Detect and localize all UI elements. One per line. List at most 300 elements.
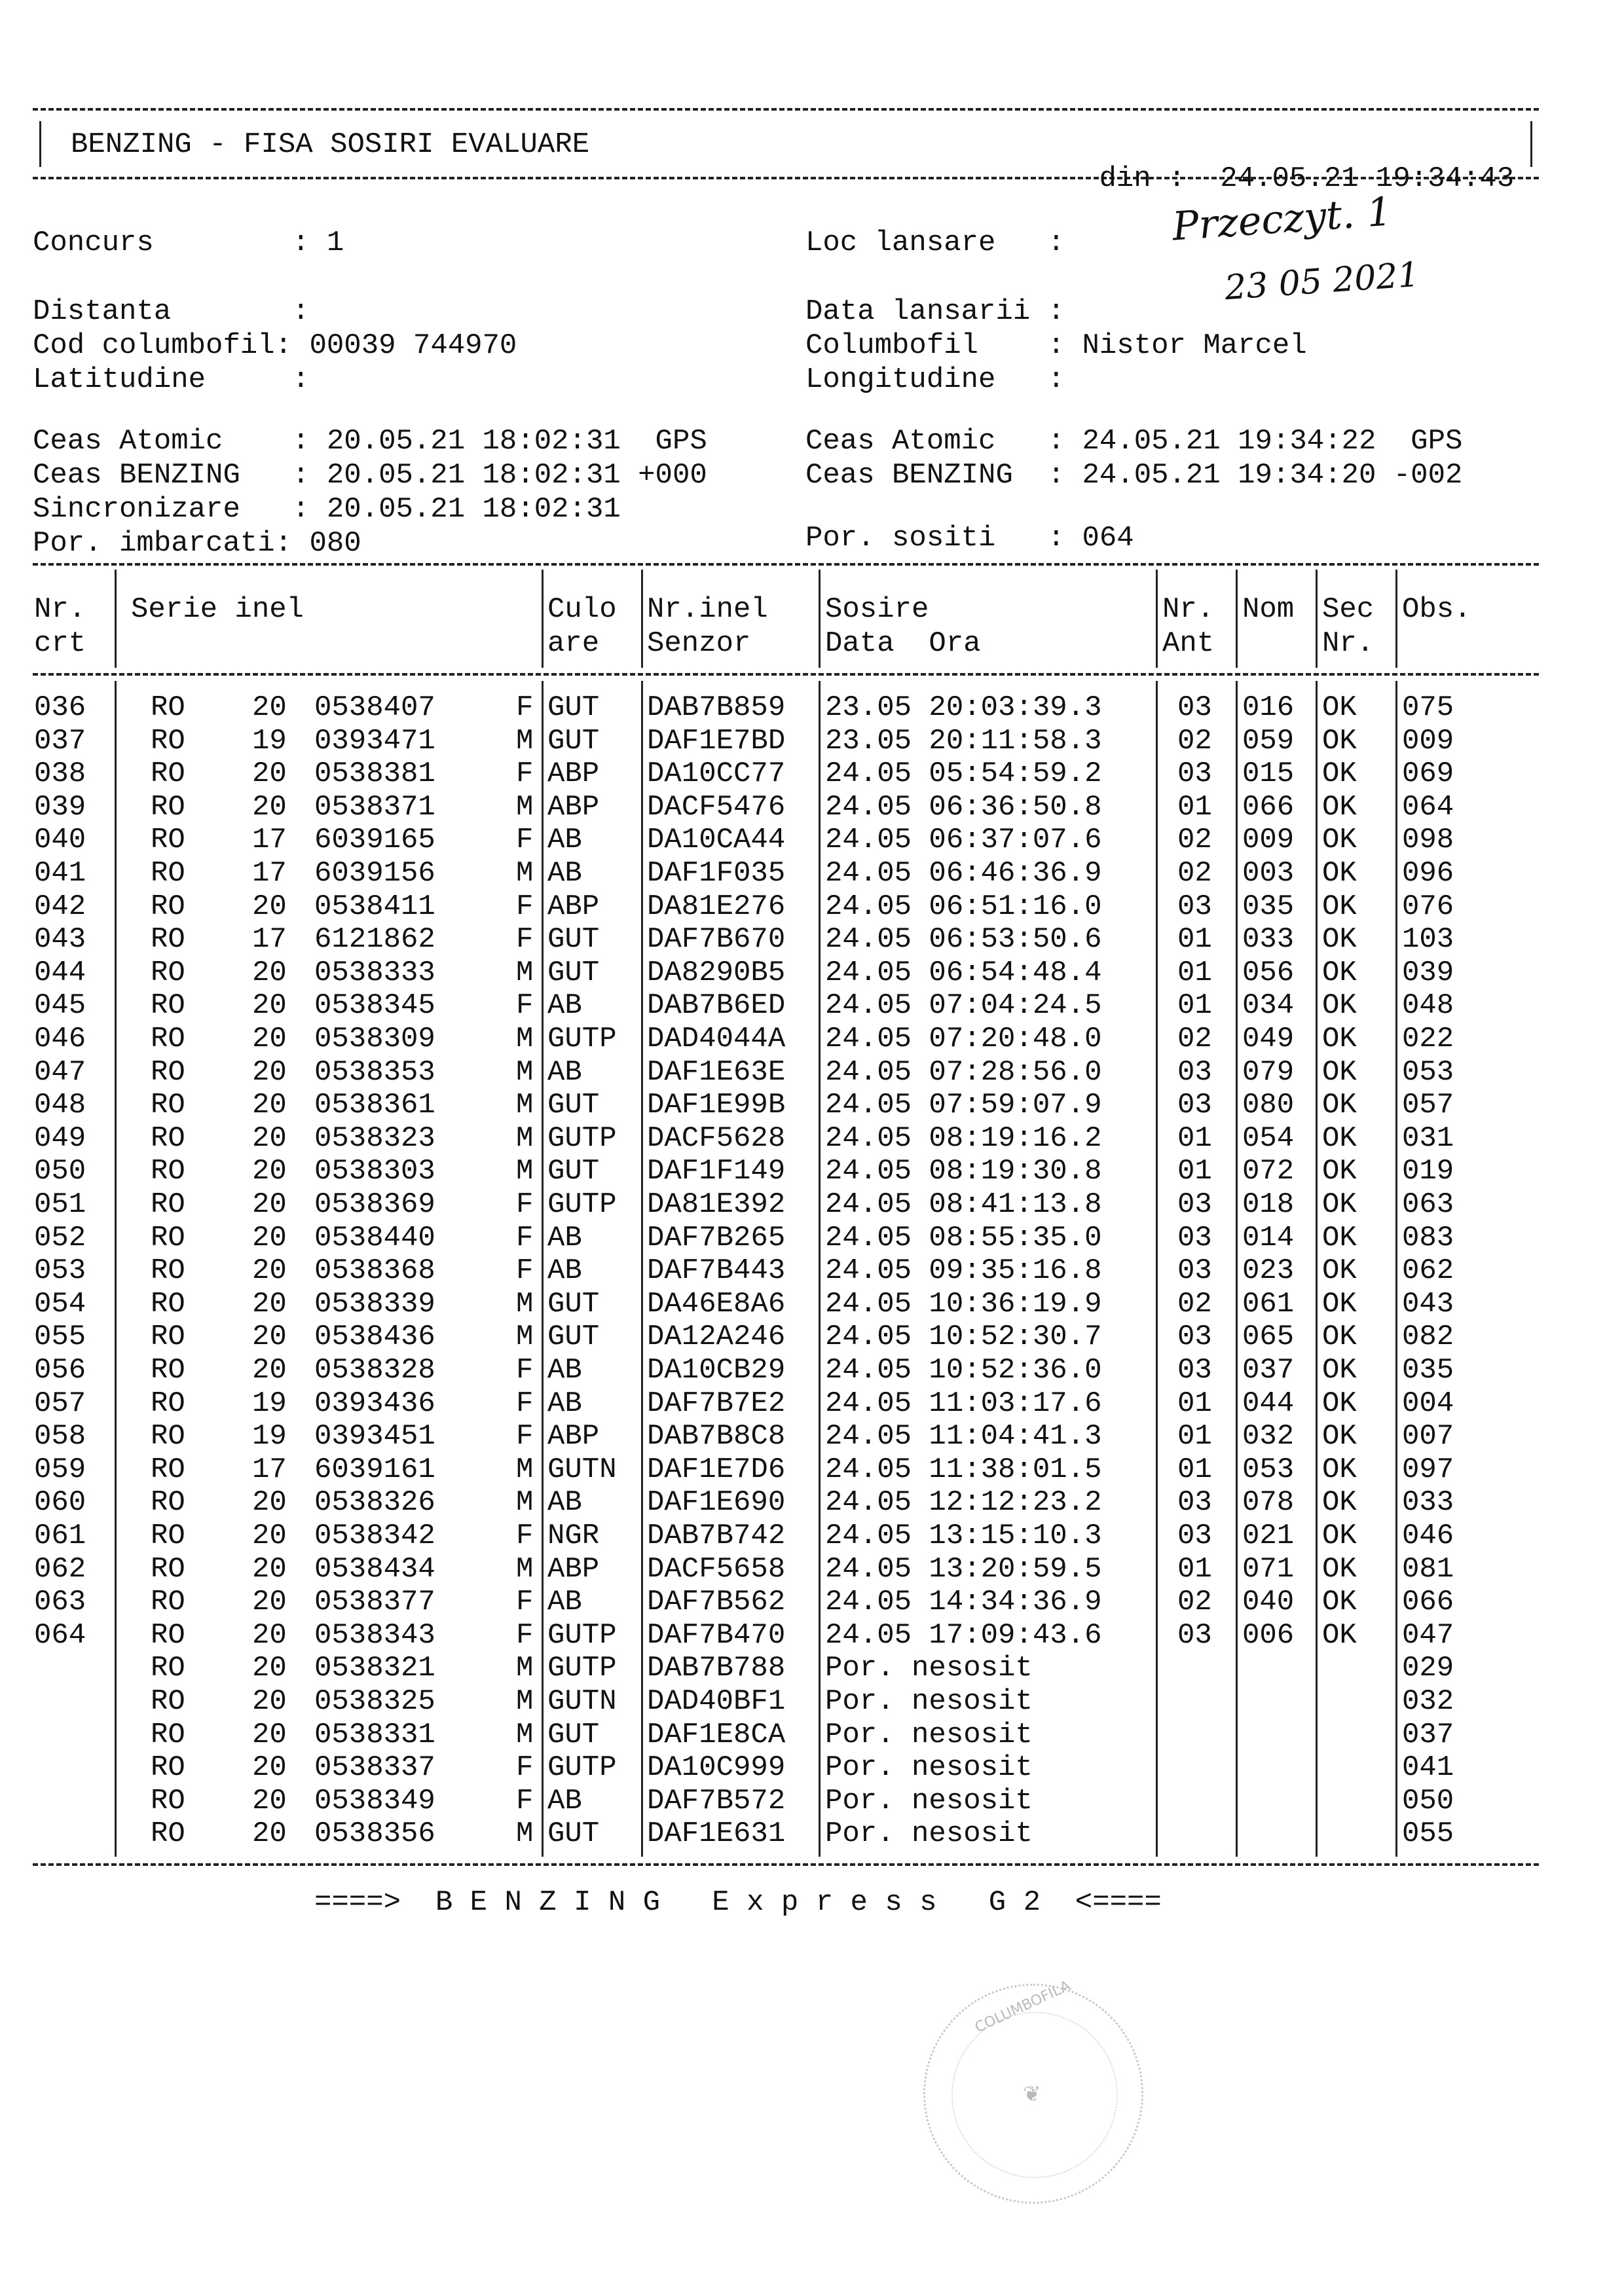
- cell-nom: 034: [1242, 989, 1295, 1023]
- cell-arrival: Por. nesosit: [825, 1718, 1033, 1751]
- cell-ring-number: 0538337: [314, 1751, 435, 1785]
- cell-ring-year: 17: [252, 857, 287, 890]
- cell-nr-crt: 056: [34, 1354, 86, 1387]
- cell-color: AB: [547, 1486, 582, 1520]
- cell-sensor-ring: DA81E276: [647, 890, 786, 923]
- cell-antenna: 03: [1177, 1089, 1212, 1122]
- cell-nom: 006: [1242, 1618, 1295, 1652]
- cell-sex: M: [516, 1453, 534, 1486]
- cell-sec: OK: [1322, 757, 1357, 791]
- cell-sex: F: [516, 1387, 534, 1420]
- cell-ring-year: 20: [252, 691, 287, 724]
- cell-color: AB: [547, 989, 582, 1023]
- header-nr-crt-1: Nr.: [34, 593, 86, 626]
- table-row: [33, 790, 1539, 824]
- end-benzing-row: [805, 458, 1462, 492]
- cell-nom: 032: [1242, 1420, 1295, 1453]
- cell-obs: 096: [1402, 857, 1454, 890]
- cell-nr-crt: 050: [34, 1155, 86, 1188]
- cell-country: RO: [151, 1520, 185, 1552]
- distanta-row: [33, 295, 327, 329]
- cell-color: GUT: [547, 923, 600, 957]
- cell-nr-crt: 052: [34, 1221, 86, 1254]
- concurs-value: 1: [326, 227, 344, 259]
- start-benzing-label: Ceas BENZING :: [33, 459, 310, 492]
- cell-sec: OK: [1322, 724, 1357, 757]
- cell-arrival: Por. nesosit: [825, 1652, 1033, 1685]
- cell-country: RO: [151, 1321, 185, 1354]
- cell-antenna: 03: [1177, 1055, 1212, 1089]
- cell-sex: M: [516, 1287, 534, 1321]
- table-row: [33, 890, 1539, 923]
- cell-nom: 018: [1242, 1188, 1295, 1221]
- cell-ring-year: 20: [252, 1486, 287, 1520]
- cell-obs: 009: [1402, 724, 1454, 757]
- cell-sensor-ring: DAF7B562: [647, 1586, 786, 1619]
- cell-sex: M: [516, 1652, 534, 1685]
- title-box: [33, 108, 1539, 195]
- cell-nom: 078: [1242, 1486, 1295, 1520]
- cell-color: GUT: [547, 1089, 600, 1122]
- sync-value: 20.05.21 18:02:31: [326, 493, 621, 526]
- cell-sensor-ring: DA81E392: [647, 1188, 786, 1221]
- table-row: [33, 1121, 1539, 1155]
- cell-antenna: 02: [1177, 1586, 1212, 1619]
- end-atomic-value: 24.05.21 19:34:22 GPS: [1082, 425, 1463, 458]
- cell-ring-year: 20: [252, 1354, 287, 1387]
- start-atomic-value: 20.05.21 18:02:31 GPS: [326, 425, 707, 458]
- end-atomic-label: Ceas Atomic :: [805, 425, 1065, 458]
- cell-sensor-ring: DAF1E99B: [647, 1089, 786, 1122]
- cell-ring-number: 0538309: [314, 1023, 435, 1055]
- table-row: [33, 724, 1539, 757]
- cell-color: GUTP: [547, 1121, 617, 1155]
- cell-ring-year: 20: [252, 1321, 287, 1354]
- cell-nom: 023: [1242, 1254, 1295, 1288]
- cell-nom: 021: [1242, 1520, 1295, 1552]
- concurs-label: Concurs :: [33, 227, 310, 259]
- concurs-row: [33, 226, 344, 260]
- cell-nom: 065: [1242, 1321, 1295, 1354]
- handwritten-release-date: 23 05 2021: [1223, 255, 1421, 308]
- cell-nr-crt: 053: [34, 1254, 86, 1288]
- cell-nr-crt: 036: [34, 691, 86, 724]
- cell-ring-number: 0538349: [314, 1784, 435, 1817]
- table-row: [33, 856, 1539, 890]
- cell-arrival: 24.05 09:35:16.8: [825, 1254, 1102, 1288]
- table-row: [33, 1453, 1539, 1486]
- divider-senzor-body: [819, 681, 821, 1857]
- divider-nom-header: [1316, 570, 1318, 668]
- divider-senzor-header: [819, 570, 821, 668]
- table-row: [33, 1685, 1539, 1718]
- cell-color: GUTP: [547, 1023, 617, 1055]
- data-lansarii-label: Data lansarii :: [805, 295, 1065, 328]
- cell-color: GUT: [547, 1817, 600, 1851]
- table-top-border: [33, 563, 1539, 566]
- start-atomic-row: [33, 424, 707, 458]
- divider-sec-body: [1395, 681, 1397, 1857]
- divider-serie-header: [542, 570, 544, 668]
- cell-ring-year: 20: [252, 1652, 287, 1685]
- header-sec-1: Sec: [1322, 593, 1375, 626]
- cell-color: GUT: [547, 1321, 600, 1354]
- cell-obs: 041: [1402, 1751, 1454, 1785]
- cell-sex: F: [516, 1188, 534, 1221]
- cell-ring-number: 0538407: [314, 691, 435, 724]
- divider-culoare-header: [641, 570, 643, 668]
- end-atomic-row: [805, 424, 1462, 458]
- cell-sex: F: [516, 1254, 534, 1288]
- cell-sex: F: [516, 1618, 534, 1652]
- cell-color: GUTN: [547, 1685, 617, 1718]
- cell-ring-number: 6039161: [314, 1453, 435, 1486]
- print-date-label: din :: [1099, 162, 1186, 195]
- header-sec-2: Nr.: [1322, 627, 1375, 660]
- cell-ring-year: 20: [252, 956, 287, 989]
- table-row: [33, 1287, 1539, 1321]
- cell-ring-number: 6039165: [314, 824, 435, 857]
- cell-ring-number: 0538436: [314, 1321, 435, 1354]
- cell-nr-crt: 042: [34, 890, 86, 923]
- cell-sex: M: [516, 1486, 534, 1520]
- title-top-border: [33, 108, 1539, 111]
- cell-arrival: 24.05 17:09:43.6: [825, 1618, 1102, 1652]
- cell-sex: M: [516, 1055, 534, 1089]
- cell-sensor-ring: DACF5476: [647, 790, 786, 824]
- cell-nr-crt: 041: [34, 857, 86, 890]
- document-title: BENZING - FISA SOSIRI EVALUARE: [71, 128, 590, 161]
- header-nr-crt-2: crt: [34, 627, 86, 660]
- header-nr-inel-2: Senzor: [647, 627, 751, 660]
- header-culoare-2: are: [547, 627, 600, 660]
- cell-sec: OK: [1322, 1121, 1357, 1155]
- cell-arrival: 24.05 11:38:01.5: [825, 1453, 1102, 1486]
- cell-ring-number: 0538321: [314, 1652, 435, 1685]
- cell-color: GUTP: [547, 1652, 617, 1685]
- cell-ring-year: 20: [252, 1784, 287, 1817]
- table-row: [33, 1022, 1539, 1055]
- cell-nom: 056: [1242, 956, 1295, 989]
- cell-obs: 022: [1402, 1023, 1454, 1055]
- table-row: [33, 1751, 1539, 1784]
- cell-sec: OK: [1322, 1188, 1357, 1221]
- cell-ring-number: 0538368: [314, 1254, 435, 1288]
- cell-sec: OK: [1322, 1420, 1357, 1453]
- cell-sec: OK: [1322, 824, 1357, 857]
- cell-sex: M: [516, 1023, 534, 1055]
- table-row: [33, 1188, 1539, 1221]
- cell-obs: 046: [1402, 1520, 1454, 1552]
- cell-nr-crt: 046: [34, 1023, 86, 1055]
- cell-sec: OK: [1322, 1221, 1357, 1254]
- cell-ring-number: 0393436: [314, 1387, 435, 1420]
- divider-culoare-body: [641, 681, 643, 1857]
- cell-nom: 053: [1242, 1453, 1295, 1486]
- footer-banner: ====> B E N Z I N G E x p r e s s G 2 <====: [314, 1886, 1162, 1919]
- cell-sex: M: [516, 1321, 534, 1354]
- end-benzing-value: 24.05.21 19:34:20 -002: [1082, 459, 1463, 492]
- cell-obs: 037: [1402, 1718, 1454, 1751]
- cell-sec: OK: [1322, 1023, 1357, 1055]
- cell-sec: OK: [1322, 691, 1357, 724]
- cell-ring-number: 0538369: [314, 1188, 435, 1221]
- table-row: [33, 1320, 1539, 1353]
- title-right-border: [1530, 121, 1532, 167]
- cell-sec: OK: [1322, 1254, 1357, 1288]
- cell-ring-number: 0538303: [314, 1155, 435, 1188]
- cell-ring-year: 20: [252, 1618, 287, 1652]
- cell-country: RO: [151, 1420, 185, 1453]
- cell-sex: M: [516, 790, 534, 824]
- cell-ring-year: 20: [252, 1121, 287, 1155]
- header-culoare-1: Culo: [547, 593, 617, 626]
- cod-columbofil-label: Cod columbofil:: [33, 329, 293, 362]
- cell-color: AB: [547, 1055, 582, 1089]
- cell-nom: 072: [1242, 1155, 1295, 1188]
- loc-lansare-label: Loc lansare :: [805, 227, 1065, 259]
- cell-ring-number: 0538356: [314, 1817, 435, 1851]
- table-row: [33, 989, 1539, 1022]
- cell-nr-crt: 061: [34, 1520, 86, 1552]
- cell-sensor-ring: DACF5628: [647, 1121, 786, 1155]
- cell-arrival: 24.05 11:03:17.6: [825, 1387, 1102, 1420]
- cell-antenna: 02: [1177, 824, 1212, 857]
- cell-arrival: 24.05 05:54:59.2: [825, 757, 1102, 791]
- cell-sex: F: [516, 1586, 534, 1619]
- table-row: [33, 691, 1539, 724]
- cell-color: AB: [547, 857, 582, 890]
- cell-ring-year: 17: [252, 923, 287, 957]
- cell-antenna: 03: [1177, 1354, 1212, 1387]
- cell-sensor-ring: DAF7B443: [647, 1254, 786, 1288]
- cell-obs: 062: [1402, 1254, 1454, 1288]
- cell-nom: 044: [1242, 1387, 1295, 1420]
- cell-arrival: 24.05 13:15:10.3: [825, 1520, 1102, 1552]
- header-sosire-1: Sosire: [825, 593, 929, 626]
- cell-antenna: 03: [1177, 1254, 1212, 1288]
- cell-sex: M: [516, 1718, 534, 1751]
- sositi-value: 064: [1082, 522, 1134, 555]
- cell-nom: 037: [1242, 1354, 1295, 1387]
- cell-sec: OK: [1322, 1321, 1357, 1354]
- table-row: [33, 1519, 1539, 1552]
- cell-arrival: 24.05 10:52:36.0: [825, 1354, 1102, 1387]
- cell-sensor-ring: DAF7B265: [647, 1221, 786, 1254]
- cell-ring-year: 20: [252, 1751, 287, 1785]
- cell-sex: M: [516, 1817, 534, 1851]
- cell-nom: 014: [1242, 1221, 1295, 1254]
- cell-sensor-ring: DA8290B5: [647, 956, 786, 989]
- latitudine-row: [33, 363, 327, 397]
- cell-country: RO: [151, 1023, 185, 1055]
- cell-sex: M: [516, 1685, 534, 1718]
- cell-sec: OK: [1322, 1453, 1357, 1486]
- cell-nr-crt: 064: [34, 1618, 86, 1652]
- cell-ring-number: 0538343: [314, 1618, 435, 1652]
- cell-sensor-ring: DAB7B6ED: [647, 989, 786, 1023]
- cell-country: RO: [151, 1188, 185, 1221]
- cell-ring-number: 0538361: [314, 1089, 435, 1122]
- cell-nom: 040: [1242, 1586, 1295, 1619]
- start-benzing-row: [33, 458, 707, 492]
- cell-sex: F: [516, 757, 534, 791]
- cell-sec: OK: [1322, 890, 1357, 923]
- cell-antenna: 01: [1177, 1552, 1212, 1586]
- cell-nom: 071: [1242, 1552, 1295, 1586]
- cell-sec: OK: [1322, 989, 1357, 1023]
- cell-obs: 083: [1402, 1221, 1454, 1254]
- sositi-label: Por. sositi :: [805, 522, 1065, 555]
- header-sosire-2: Data Ora: [825, 627, 981, 660]
- cell-obs: 031: [1402, 1121, 1454, 1155]
- cell-nom: 080: [1242, 1089, 1295, 1122]
- cell-country: RO: [151, 1552, 185, 1586]
- cell-antenna: 01: [1177, 1420, 1212, 1453]
- cell-color: AB: [547, 1221, 582, 1254]
- cell-arrival: 24.05 06:54:48.4: [825, 956, 1102, 989]
- cell-arrival: Por. nesosit: [825, 1784, 1033, 1817]
- cell-nr-crt: 049: [34, 1121, 86, 1155]
- cell-sex: M: [516, 857, 534, 890]
- cell-sensor-ring: DAF1E631: [647, 1817, 786, 1851]
- divider-nr-header: [115, 570, 117, 668]
- cell-sensor-ring: DAF1F035: [647, 857, 786, 890]
- cell-arrival: 24.05 08:19:30.8: [825, 1155, 1102, 1188]
- divider-nr-body: [115, 681, 117, 1857]
- cell-obs: 076: [1402, 890, 1454, 923]
- cell-country: RO: [151, 1287, 185, 1321]
- cell-sec: OK: [1322, 1520, 1357, 1552]
- table-row: [33, 922, 1539, 956]
- cell-sensor-ring: DA10CA44: [647, 824, 786, 857]
- cell-antenna: 03: [1177, 757, 1212, 791]
- cell-antenna: 01: [1177, 923, 1212, 957]
- cell-nr-crt: 045: [34, 989, 86, 1023]
- cell-arrival: 24.05 11:04:41.3: [825, 1420, 1102, 1453]
- cell-antenna: 01: [1177, 1387, 1212, 1420]
- cell-arrival: 23.05 20:03:39.3: [825, 691, 1102, 724]
- cell-antenna: 03: [1177, 691, 1212, 724]
- cell-nr-crt: 062: [34, 1552, 86, 1586]
- cell-ring-year: 20: [252, 989, 287, 1023]
- cell-nr-crt: 043: [34, 923, 86, 957]
- cell-country: RO: [151, 790, 185, 824]
- cell-nr-crt: 040: [34, 824, 86, 857]
- cell-color: ABP: [547, 1552, 600, 1586]
- cell-obs: 029: [1402, 1652, 1454, 1685]
- cell-nom: 059: [1242, 724, 1295, 757]
- cell-antenna: 01: [1177, 790, 1212, 824]
- cell-obs: 103: [1402, 923, 1454, 957]
- imbarcati-label: Por. imbarcati:: [33, 527, 293, 560]
- cell-ring-year: 20: [252, 1817, 287, 1851]
- cell-sensor-ring: DAB7B859: [647, 691, 786, 724]
- cell-country: RO: [151, 724, 185, 757]
- cell-ring-year: 20: [252, 1287, 287, 1321]
- cell-color: ABP: [547, 890, 600, 923]
- cell-arrival: 24.05 10:52:30.7: [825, 1321, 1102, 1354]
- cell-ring-number: 0538440: [314, 1221, 435, 1254]
- cell-color: GUTP: [547, 1618, 617, 1652]
- cell-obs: 007: [1402, 1420, 1454, 1453]
- cell-obs: 039: [1402, 956, 1454, 989]
- cell-obs: 098: [1402, 824, 1454, 857]
- cell-color: GUTN: [547, 1453, 617, 1486]
- cell-sensor-ring: DAF1E8CA: [647, 1718, 786, 1751]
- cell-color: AB: [547, 1354, 582, 1387]
- cell-sec: OK: [1322, 1354, 1357, 1387]
- cell-country: RO: [151, 1121, 185, 1155]
- cell-antenna: 02: [1177, 1287, 1212, 1321]
- cell-ring-year: 20: [252, 757, 287, 791]
- cell-arrival: 24.05 06:36:50.8: [825, 790, 1102, 824]
- imbarcati-row: [33, 526, 361, 560]
- cell-color: AB: [547, 1586, 582, 1619]
- cell-sec: OK: [1322, 857, 1357, 890]
- cell-antenna: 03: [1177, 1321, 1212, 1354]
- cell-ring-number: 0393451: [314, 1420, 435, 1453]
- cell-nr-crt: 059: [34, 1453, 86, 1486]
- cell-obs: 057: [1402, 1089, 1454, 1122]
- cell-ring-year: 19: [252, 724, 287, 757]
- header-nr-ant-2: Ant: [1162, 627, 1215, 660]
- cell-obs: 064: [1402, 790, 1454, 824]
- cell-ring-year: 20: [252, 790, 287, 824]
- cell-antenna: 03: [1177, 1520, 1212, 1552]
- cell-obs: 004: [1402, 1387, 1454, 1420]
- cell-arrival: 24.05 06:53:50.6: [825, 923, 1102, 957]
- loc-lansare-row: [805, 226, 1065, 260]
- cell-country: RO: [151, 1453, 185, 1486]
- cell-sec: OK: [1322, 923, 1357, 957]
- cell-obs: 033: [1402, 1486, 1454, 1520]
- data-lansarii-row: [805, 295, 1065, 329]
- cell-ring-year: 20: [252, 1520, 287, 1552]
- cell-ring-year: 20: [252, 1221, 287, 1254]
- cell-ring-year: 20: [252, 1254, 287, 1288]
- cell-obs: 050: [1402, 1784, 1454, 1817]
- cell-obs: 032: [1402, 1685, 1454, 1718]
- cell-sensor-ring: DACF5658: [647, 1552, 786, 1586]
- cell-nr-crt: 057: [34, 1387, 86, 1420]
- cell-color: AB: [547, 1784, 582, 1817]
- cell-sensor-ring: DAF7B7E2: [647, 1387, 786, 1420]
- columbofil-value: Nistor Marcel: [1082, 329, 1307, 362]
- cell-antenna: 01: [1177, 1155, 1212, 1188]
- cell-sec: OK: [1322, 1055, 1357, 1089]
- table-row: [33, 1254, 1539, 1287]
- cell-ring-year: 20: [252, 890, 287, 923]
- cell-country: RO: [151, 1387, 185, 1420]
- table-row: [33, 1088, 1539, 1121]
- cell-obs: 019: [1402, 1155, 1454, 1188]
- cell-nr-crt: 051: [34, 1188, 86, 1221]
- cell-arrival: 23.05 20:11:58.3: [825, 724, 1102, 757]
- cell-country: RO: [151, 1486, 185, 1520]
- cell-antenna: 01: [1177, 1121, 1212, 1155]
- cell-country: RO: [151, 857, 185, 890]
- table-row: [33, 1817, 1539, 1850]
- imbarcati-value: 080: [309, 527, 361, 560]
- cell-nom: 016: [1242, 691, 1295, 724]
- cell-sex: M: [516, 724, 534, 757]
- table-row: [33, 823, 1539, 856]
- cell-color: GUT: [547, 691, 600, 724]
- cell-country: RO: [151, 1155, 185, 1188]
- cell-sensor-ring: DA12A246: [647, 1321, 786, 1354]
- cell-ring-year: 17: [252, 824, 287, 857]
